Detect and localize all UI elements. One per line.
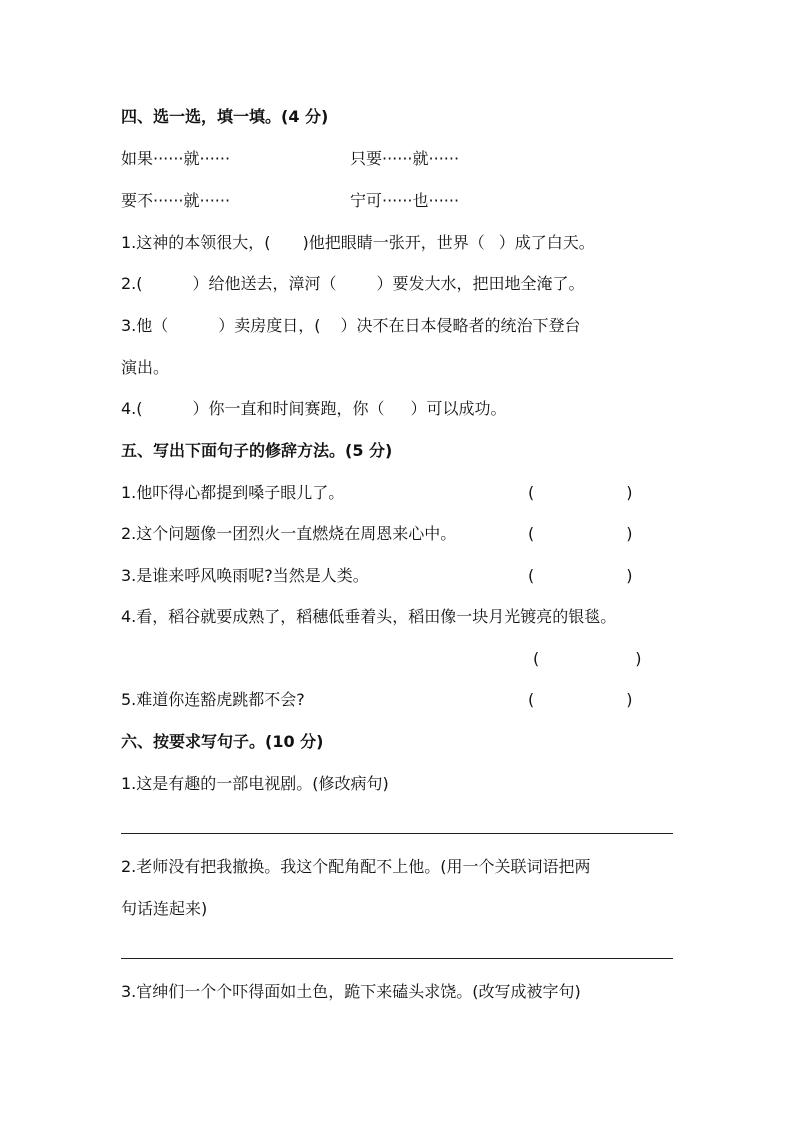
section-5-item-1: 1.他吓得心都提到嗓子眼儿了。 (121, 483, 345, 502)
q3-part-b: ）卖房度日，( (218, 316, 321, 335)
section-6-heading: 六、按要求写句子。(10 分) (121, 732, 324, 751)
section-4-question-1 (121, 232, 595, 254)
section-6-question-1: 1.这是有趣的一部电视剧。(修改病句) (121, 774, 389, 793)
q2-part-c: ）要发大水，把田地全淹了。 (376, 274, 585, 293)
option-yaobu-jiu: 要不······就······ (121, 191, 231, 210)
section-5-item-4: 4.看，稻谷就要成熟了，稻穗低垂着头，稻田像一块月光镀亮的银毯。 (121, 607, 617, 626)
q1-part-c: ）成了白天。 (498, 233, 595, 252)
paren-close: ) (626, 524, 633, 543)
section-4-heading: 四、选一选，填一填。(4 分) (121, 107, 329, 126)
section-5-answer-3[interactable] (528, 565, 633, 587)
option-ningke-ye: 宁可······也······ (350, 191, 460, 210)
section-6-question-2: 2.老师没有把我撤换。我这个配角配不上他。(用一个关联词语把两 (121, 857, 591, 876)
paren-close: ) (626, 483, 633, 502)
q1-part-a: 1.这神的本领很大，( (121, 233, 271, 252)
q2-part-a: 2.( (121, 274, 143, 293)
q4-part-c: ）可以成功。 (410, 399, 507, 418)
section-4-question-2 (121, 273, 585, 295)
section-5-answer-4[interactable] (533, 648, 642, 670)
section-4-question-3-continued: 演出。 (121, 358, 170, 377)
section-6-question-2-continued: 句话连起来) (121, 899, 208, 918)
section-5-heading: 五、写出下面句子的修辞方法。(5 分) (121, 441, 393, 460)
paren-open: ( (528, 524, 535, 543)
paren-open: ( (533, 649, 540, 668)
paren-close: ) (635, 649, 642, 668)
section-5-item-3: 3.是谁来呼风唤雨呢?当然是人类。 (121, 566, 369, 585)
paren-open: ( (528, 483, 535, 502)
answer-line-2[interactable] (121, 958, 673, 959)
section-4-question-4 (121, 398, 507, 420)
section-5-item-2: 2.这个问题像一团烈火一直燃烧在周恩来心中。 (121, 524, 457, 543)
paren-close: ) (626, 690, 633, 709)
q2-part-b: ）给他送去，漳河（ (192, 274, 337, 293)
paren-open: ( (528, 690, 535, 709)
option-zhiyao-jiu: 只要······就······ (350, 149, 460, 168)
section-6-question-3: 3.官绅们一个个吓得面如土色，跪下来磕头求饶。(改写成被字句) (121, 982, 581, 1001)
section-5-answer-1[interactable] (528, 482, 633, 504)
q4-part-b: ）你一直和时间赛跑，你（ (192, 399, 385, 418)
q3-part-c: ）决不在日本侵略者的统治下登台 (340, 316, 581, 335)
option-rugou-jiu: 如果······就······ (121, 149, 231, 168)
answer-line-1[interactable] (121, 833, 673, 834)
paren-open: ( (528, 566, 535, 585)
q4-part-a: 4.( (121, 399, 143, 418)
q1-part-b: )他把眼睛一张开，世界（ (302, 233, 485, 252)
paren-close: ) (626, 566, 633, 585)
section-4-question-3 (121, 315, 581, 337)
section-5-answer-2[interactable] (528, 523, 633, 545)
section-5-answer-5[interactable] (528, 689, 633, 711)
section-5-item-5: 5.难道你连豁虎跳都不会? (121, 690, 305, 709)
q3-part-a: 3.他（ (121, 316, 169, 335)
